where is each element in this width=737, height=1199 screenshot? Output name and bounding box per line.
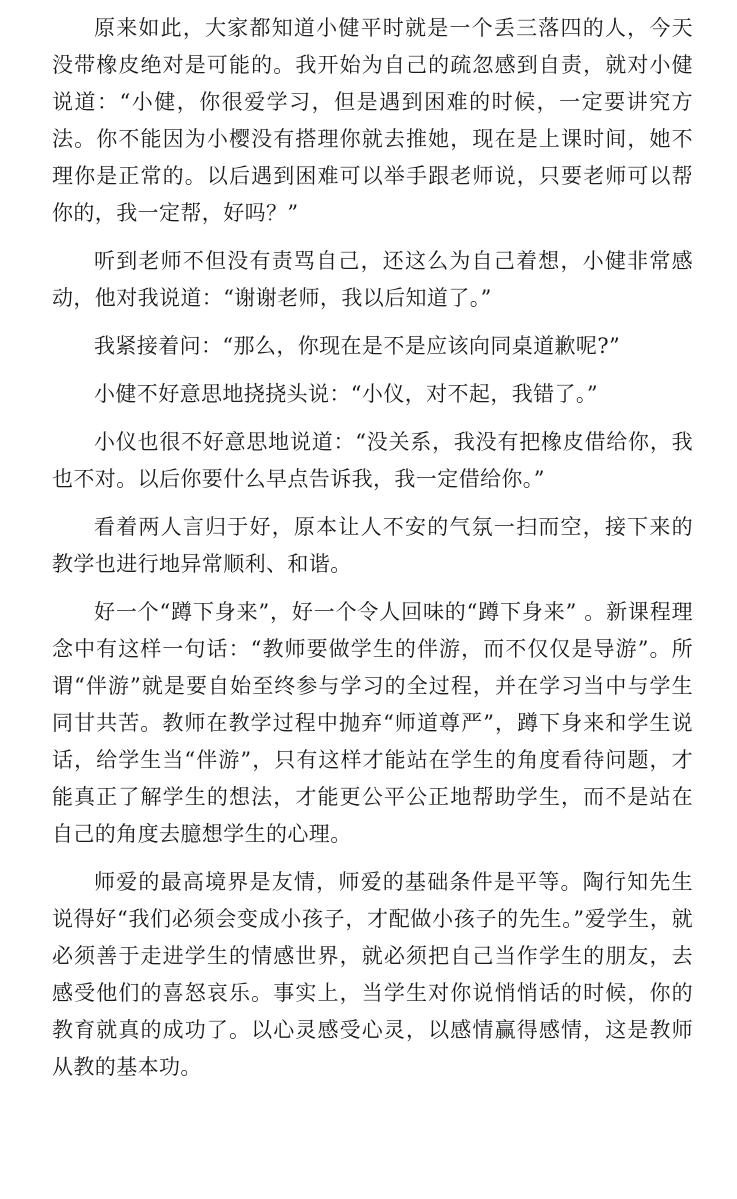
paragraph-5: 小仪也很不好意思地说道：“没关系，我没有把橡皮借给你，我也不对。以后你要什么早点告诉我，我一定借给你。” <box>52 430 693 491</box>
paragraph-1: 原来如此，大家都知道小健平时就是一个丢三落四的人，今天没带橡皮绝对是可能的。我开始为自己的疏忽感到自责，就对小健说道：“小健，你很爱学习，但是遇到困难的时候，一定要讲究方法。你不能因为小樱没有搭理你就去推她，现在是上课时间，她不理你是正常的。以后遇到困难可以举手跟老师说，只要老师可以帮你的，我一定帮，好吗？” <box>52 16 693 225</box>
paragraph-2: 听到老师不但没有责骂自己，还这么为自己着想，小健非常感动，他对我说道：“谢谢老师，我以后知道了。” <box>52 249 693 310</box>
paragraph-4: 小健不好意思地挠挠头说：“小仪，对不起，我错了。” <box>94 382 598 406</box>
paragraph-6: 看着两人言归于好，原本让人不安的气氛一扫而空，接下来的教学也进行地异常顺利、和谐。 <box>52 515 693 576</box>
paragraph-7: 好一个“蹲下身来”，好一个令人回味的“蹲下身来” 。新课程理念中有这样一句话：“教师要做学生的伴游，而不仅仅是导游”。所谓“伴游”就是要自始至终参与学习的全过程，并在学习当中与学生同甘共苦。教师在教学过程中抛弃“师道尊严”，蹲下身来和学生说话，给学生当“伴游”，只有这样才能站在学生的角度看待问题，才能真正了解学生的想法，才能更公平公正地帮助学生，而不是站在自己的角度去臆想学生的心理。 <box>52 600 693 846</box>
paragraph-8: 师爱的最高境界是友情，师爱的基础条件是平等。陶行知先生说得好“我们必须会变成小孩子，才配做小孩子的先生。”爱学生，就必须善于走进学生的情感世界，就必须把自己当作学生的朋友，去感受他们的喜怒哀乐。事实上，当学生对你说悄悄话的时候，你的教育就真的成功了。以心灵感受心灵，以感情赢得感情，这是教师从教的基本功。 <box>52 870 693 1079</box>
paragraph-3: 我紧接着问：“那么，你现在是不是应该向同桌道歉呢?” <box>94 334 621 358</box>
